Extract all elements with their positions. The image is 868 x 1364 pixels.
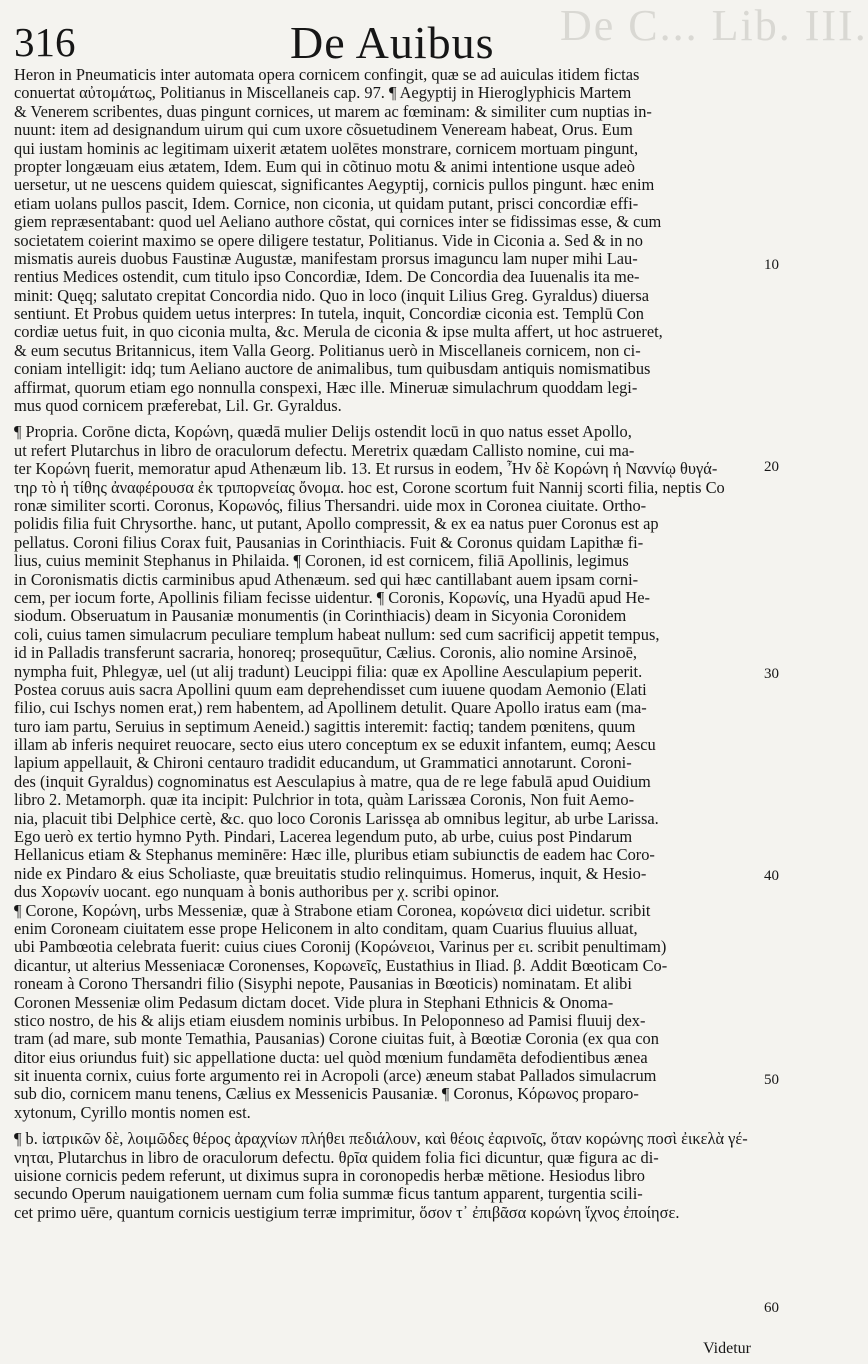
text-line: dicantur, ut alterius Messeniacæ Coronenses, Κορωνεῖς, Eustathius in Iliad. β. Addit Bœoticam Co-	[14, 955, 668, 975]
text-line: ¶ Corone, Κορώνη, urbs Messeniæ, quæ à Strabone etiam Coronea, κορώνεια dici uidetur. scribit	[14, 900, 651, 920]
text-line: des (inquit Gyraldus) cognominatus est Aesculapius à matre, qua de re lege fabulā apud Ouidium	[14, 771, 651, 791]
text-line: τηρ τὸ ἡ τίθης ἀναφέρουσα ἐκ τριπορνείας ὄνομα. hoc est, Corone scortum fuit Nannij scorti filia, neptis Co	[14, 477, 725, 497]
page-number: 316	[14, 19, 76, 65]
text-line: coniam intelligit: idq; tum Aeliano auctore de animalibus, tum quibusdam antiquis nomismatibus	[14, 359, 651, 379]
text-line: mus quod cornicem præferebat, Lil. Gr. Gyraldus.	[14, 396, 342, 416]
text-line: ¶ b. ἰατρικῶν δὲ, λοιμῶδες θέρος ἀραχνίων πλήθει πεδιάλουν, καὶ θέοις ἐαρινοῖς, ὅταν κορώνης ποσὶ ἐικελὰ γέ-	[14, 1129, 748, 1149]
text-line: ditor eius oriundus fuit) sic appellatione ducta: uel quòd mœnium fundamēta defodientibus ænea	[14, 1047, 648, 1067]
text-line: qui iustam hominis ac legitimam uixerit ætatem uolētes monstrare, cornicem mortuam pingunt,	[14, 138, 639, 158]
margin-line-number: 60	[764, 1300, 779, 1316]
text-line: turo iam partu, Seruius in septimum Aeneid.) sagittis interemit: factiq; tandem pœnitens, quum	[14, 716, 636, 736]
text-line: sentiunt. Et Probus quidem uetus interpres: In tutela, inquit, Concordiæ ciconia est. Templū Con	[14, 304, 644, 324]
text-line: siodum. Obseruatum in Pausaniæ monumentis (in Corinthiacis) deam in Sicyonia Coronidem	[14, 606, 627, 626]
text-line: societatem coierint maximo se opere diligere testatur, Politianus. Vide in Ciconia a. Sed & in no	[14, 230, 643, 250]
text-line: ubi Pambœotia celebrata fuerit: cuius ciues Coronij (Κορώνειοι, Varinus per ει. scribit penultimam)	[14, 937, 667, 957]
margin-line-number: 20	[764, 459, 779, 475]
text-line: propter longæuam eius ætatem, Idem. Eum qui in cõtinuo motu & animi intentione usque adeò	[14, 156, 635, 176]
text-line: stico nostro, de his & alijs etiam eiusdem nominis urbibus. In Peloponneso ad Pamisi fluuij dex-	[14, 1010, 646, 1030]
text-line: Heron in Pneumaticis inter automata opera cornicem confingit, quæ se ad auiculas itidem fictas	[14, 65, 640, 84]
text-line: polidis filia fuit Chrysorthe. hanc, ut putant, Apollo compressit, & ex ea natus puer Coronus est ap	[14, 514, 659, 534]
margin-line-number: 10	[764, 257, 779, 273]
text-line: nia, placuit tibi Delphice certè, &c. quo loco Coronis Larissęa ab omnibus legitur, ab urbe Larissa.	[14, 808, 659, 828]
text-line: in Coronismatis dictis carminibus apud Athenæum. sed qui hæc cantillabant auem ipsam corni-	[14, 569, 639, 589]
text-line: nide ex Pindaro & eius Scholiaste, quæ breuitatis studio relinquimus. Homerus, inquit, & Hesio-	[14, 863, 647, 883]
text-line: lapium appellauit, & Chironi centauro tradidit educandum, ut Grammatici annotarunt. Coroni-	[14, 753, 632, 773]
text-line: sub dio, cornicem manu tenens, Cælius ex Messenicis Pausaniæ. ¶ Coronus, Κόρωνος proparo-	[14, 1084, 639, 1104]
text-line: affirmat, quorum etiam ego nonnulla conspexi, Hæc ille. Mineruæ simulachrum quoddam legi-	[14, 377, 638, 397]
text-line: Hellanicus etiam & Stephanus meminēre: Hæc ille, pluribus etiam subiunctis de eadem hac Coro-	[14, 845, 655, 865]
text-line: ut refert Plutarchus in libro de oraculorum defectu. Meretrix quædam Callisto nomine, cui ma-	[14, 440, 635, 460]
text-line: Postea coruus auis sacra Apollini quum eam deprehendisset cum iuuene quodam Aemonio (Elati	[14, 679, 647, 699]
body-text	[14, 66, 759, 1222]
text-line: uisione cornicis pedem referunt, ut diximus supra in coronopedis herbæ mētione. Hesiodus libro	[14, 1166, 645, 1186]
text-line: id in Palladis transferunt sacraria, honoreq; prosequūtur, Cælius. Coronis, alio nomine Arsinoē,	[14, 643, 637, 663]
text-line: ¶ Propria. Corōne dicta, Κορώνη, quædā mulier Delijs ostendit locū in quo natus esset Apollo,	[14, 422, 632, 442]
text-line: sit inuenta cornix, cuius forte argumento rei in Acropoli (arce) æneum stabat Pallados simulacrum	[14, 1066, 657, 1086]
text-line: lius, cuius meminit Stephanus in Philaida. ¶ Coronen, id est cornicem, filiā Apollinis, legimus	[14, 551, 629, 571]
text-line: conuertat αὐτομάτως, Politianus in Miscellaneis cap. 97. ¶ Aegyptij in Hieroglyphicis Martem	[14, 83, 632, 103]
text-line: nuunt: item ad designandum uirum qui cum uxore cõsuetudinem Veneream habeat, Orus. Eum	[14, 120, 633, 140]
text-line: etiam uolans pullos pascit, Idem. Cornice, non ciconia, ut quidam putant, prisci concordiæ effi-	[14, 193, 639, 213]
text-line: giem repræsentabant: quod uel Aeliano authore cõstat, qui cornices inter se fidissimas esse, & cum	[14, 212, 662, 232]
text-line: ter Κορώνη fuerit, memoratur apud Athenæum lib. 13. Et rursus in eodem, Ἦν δὲ Κορώνη ἡ Ναννίῳ θυγά-	[14, 459, 718, 479]
text-line: cordiæ uetus fuit, in quo ciconia multa, &c. Merula de ciconia & ipse multa affert, ut hoc astrueret,	[14, 322, 663, 342]
text-line: nympha fuit, Phlegyæ, uel (ut alij tradunt) Leucippi filia: quæ ex Apolline Aesculapium peperit.	[14, 661, 643, 681]
text-line: xytonum, Cyrillo montis nomen est.	[14, 1102, 251, 1122]
text-line: tram (ad mare, sub monte Temathia, Pausanias) Corone ciuitas fuit, à Bœotiæ Coronia (ex qua con	[14, 1029, 659, 1049]
text-line: illam ab inferis nequiret reuocare, secto eius utero conceptum ex se eduxit infantem, eumq; Aescu	[14, 735, 656, 755]
text-line: enim Coroneam ciuitatem esse prope Heliconem in alto conditam, quam Cuarius fluuius alluat,	[14, 918, 638, 938]
text-line: roneam à Corono Thersandri filio (Sisyphi nepote, Pausanias in Bœoticis) nominatam. Et alibi	[14, 974, 632, 994]
text-line: rentius Medices ostendit, cum titulo ipso Concordiæ, Idem. De Concordia dea Iuuenalis ita me-	[14, 267, 640, 287]
margin-line-number: 50	[764, 1072, 779, 1088]
text-line: Coronen Messeniæ olim Pedasum dictam docet. Vide plura in Stephani Ethnicis & Onoma-	[14, 992, 614, 1012]
catchword: Videtur	[703, 1340, 751, 1357]
page-title: De Auibus	[290, 17, 495, 68]
text-line: uersetur, ut ne uescens quidem quiescat, significantes Aegyptij, cornicis pullos pingunt. hæc enim	[14, 175, 655, 195]
text-line: minit: Quęq; salutato crepitat Concordia nido. Quo in loco (inquit Lilius Greg. Gyraldus) diuersa	[14, 285, 650, 305]
text-line: libro 2. Metamorph. quæ ita incipit: Pulchrior in tota, quàm Larissæa Coronis, Non fuit Aemo-	[14, 790, 635, 810]
text-line: Ego uerò ex tertio hymno Pyth. Pindari, Lacerea legendum puto, ab urbe, cuius post Pindarum	[14, 827, 633, 847]
margin-line-number: 40	[764, 868, 779, 884]
text-line: & eum secutus Britannicus, item Valla Georg. Politianus uerò in Miscellaneis cornicem, non ci-	[14, 340, 641, 360]
margin-line-number: 30	[764, 666, 779, 682]
text-line: ronæ similiter scorti. Coronus, Κορωνός, filius Thersandri. uide mox in Coronea ciuitate. Ortho-	[14, 495, 647, 515]
text-line: pellatus. Coroni filius Corax fuit, Pausanias in Corinthiacis. Fuit & Coronus quidam Lapithæ fi-	[14, 532, 644, 552]
text-line: coli, cuius tamen simulacrum peculiare templum habeat nullum: sed cum sacrificij appetit tempus,	[14, 624, 660, 644]
text-line: cem, per iocum forte, Apollinis filiam fecisse uidentur. ¶ Coronis, Κορωνίς, una Hyadū apud He-	[14, 587, 651, 607]
bleed-through-heading: De C... Lib. III.	[560, 1, 868, 50]
text-line: mismatis aureis duobus Faustinæ Augustæ, manifestam prorsus imaguncu lam nuper mihi Lau-	[14, 248, 638, 268]
text-line: dus Χορωνίν uocant. ego nunquam à bonis authoribus per χ. scribi opinor.	[14, 882, 500, 902]
text-line: cet primo uēre, quantum cornicis uestigium terræ imprimitur, ὅσον τ᾽ ἐπιβᾶσα κορώνη ἴχνος ἐποίησε.	[14, 1202, 680, 1222]
text-line: secundo Operum nauigationem uernam cum folia summæ ficus tantum apparent, turgentia scili-	[14, 1184, 643, 1204]
text-line: filio, cui Ischys nomen erat,) rem habentem, ad Apollinem detulit. Quare Apollo iratus eam (ma-	[14, 698, 647, 718]
text-line: νηται, Plutarchus in libro de oraculorum defectu. θρῖα quidem folia fici dicuntur, quæ figura ac di-	[14, 1147, 659, 1167]
text-line: & Venerem scribentes, duas pingunt cornices, ut marem ac fœminam: & similiter cum nuptias in-	[14, 101, 652, 121]
